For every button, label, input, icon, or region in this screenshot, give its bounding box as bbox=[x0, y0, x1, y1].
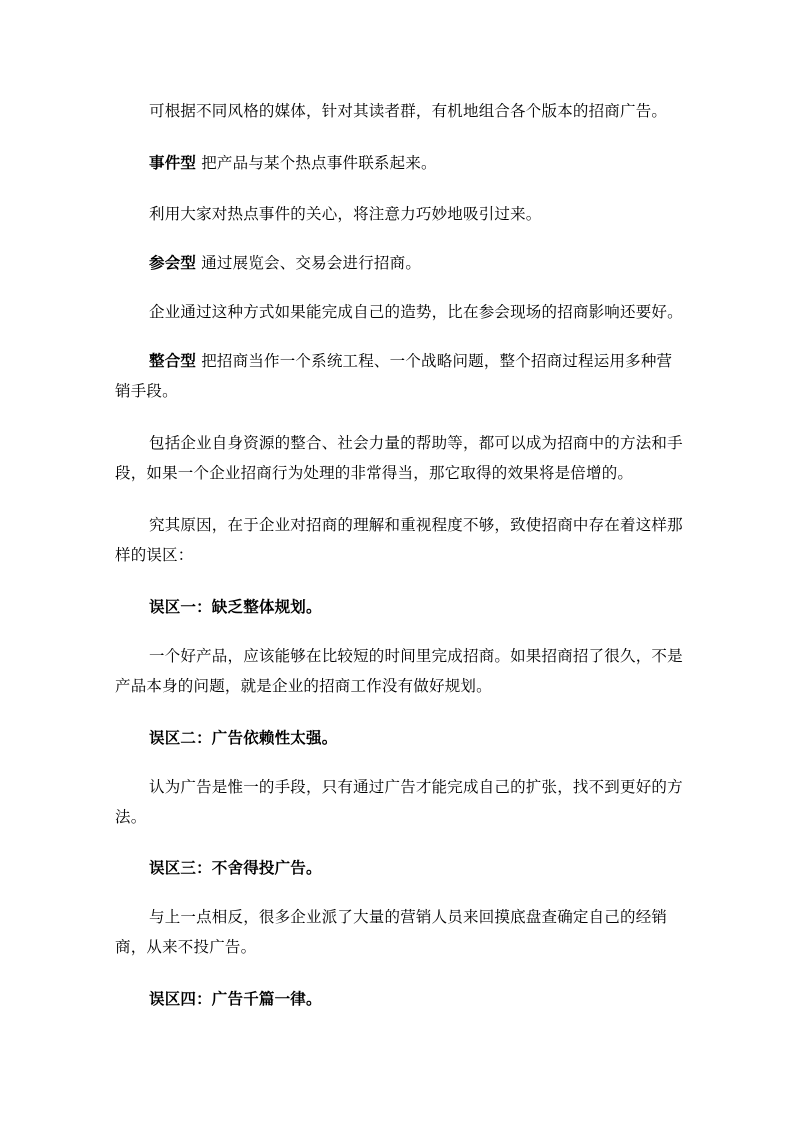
paragraph-heading bbox=[115, 853, 685, 883]
paragraph-text: 包括企业自身资源的整合、社会力量的帮助等，都可以成为招商中的方法和手段，如果一个企业招商行为处理的非常得当，那它取得的效果将是倍增的。 bbox=[115, 434, 683, 482]
paragraph bbox=[115, 148, 685, 178]
paragraph bbox=[115, 199, 685, 229]
paragraph bbox=[115, 96, 685, 126]
paragraph-bold-lead: 误区三：不舍得投广告。 bbox=[149, 859, 322, 877]
paragraph-bold-lead: 事件型 bbox=[149, 154, 197, 172]
paragraph bbox=[115, 428, 685, 488]
paragraph-text: 与上一点相反，很多企业派了大量的营销人员来回摸底盘查确定自己的经销商，从来不投广告。 bbox=[115, 908, 668, 956]
paragraph bbox=[115, 510, 685, 570]
paragraph-text: 企业通过这种方式如果能完成自己的造势，比在参会现场的招商影响还要好。 bbox=[149, 303, 683, 321]
paragraph-heading bbox=[115, 592, 685, 622]
paragraph-heading bbox=[115, 984, 685, 1014]
paragraph bbox=[115, 346, 685, 406]
paragraph-text: 可根据不同风格的媒体，针对其读者群，有机地组合各个版本的招商广告。 bbox=[149, 102, 668, 120]
paragraph bbox=[115, 641, 685, 701]
paragraph-text: 究其原因，在于企业对招商的理解和重视程度不够，致使招商中存在着这样那样的误区： bbox=[115, 516, 683, 564]
paragraph-bold-lead: 误区二：广告依赖性太强。 bbox=[149, 729, 338, 747]
paragraph-text: 利用大家对热点事件的关心，将注意力巧妙地吸引过来。 bbox=[149, 205, 542, 223]
paragraph bbox=[115, 248, 685, 278]
paragraph-text: 把产品与某个热点事件联系起来。 bbox=[196, 154, 437, 172]
paragraph-bold-lead: 参会型 bbox=[149, 254, 197, 272]
paragraph bbox=[115, 902, 685, 962]
paragraph bbox=[115, 772, 685, 832]
paragraph-bold-lead: 误区四：广告千篇一律。 bbox=[149, 990, 322, 1008]
paragraph-bold-lead: 整合型 bbox=[149, 352, 197, 370]
paragraph-text: 认为广告是惟一的手段，只有通过广告才能完成自己的扩张，找不到更好的方法。 bbox=[115, 778, 683, 826]
paragraph-bold-lead: 误区一：缺乏整体规划。 bbox=[149, 598, 322, 616]
paragraph bbox=[115, 297, 685, 327]
paragraph-text: 把招商当作一个系统工程、一个战略问题，整个招商过程运用多种营销手段。 bbox=[115, 352, 673, 400]
paragraph-text: 一个好产品，应该能够在比较短的时间里完成招商。如果招商招了很久，不是产品本身的问题，就是企业的招商工作没有做好规划。 bbox=[115, 647, 683, 695]
paragraph-heading bbox=[115, 723, 685, 753]
paragraph-text: 通过展览会、交易会进行招商。 bbox=[196, 254, 422, 272]
